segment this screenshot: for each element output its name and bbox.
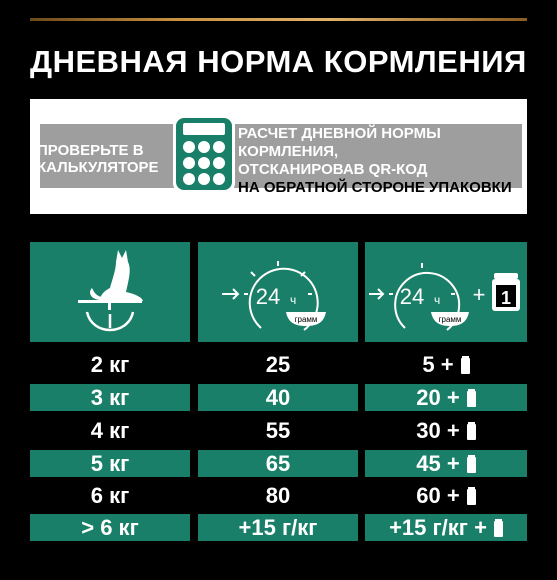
header-cell-dry	[198, 242, 358, 342]
weight-cell: 2 кг	[90, 351, 130, 377]
clock-bowl-plus-pouch-icon	[365, 242, 527, 342]
dry-amount-cell: 80	[265, 482, 291, 508]
dry-amount-cell: 25	[265, 351, 291, 377]
hours-label: 24	[255, 284, 281, 309]
dry-amount-cell: 40	[198, 384, 358, 411]
table-row	[0, 450, 557, 477]
mixed-amount-cell	[365, 351, 527, 378]
weight-cell: 3 кг	[30, 384, 190, 411]
table-row	[0, 482, 557, 509]
clock-bowl-icon	[198, 242, 358, 342]
plus-sign: +	[472, 282, 486, 307]
mixed-amount-text: 60 +	[416, 482, 460, 508]
mixed-amount-text: 30 +	[416, 417, 460, 443]
dry-amount-cell: 65	[198, 450, 358, 477]
dry-amount-cell: +15 г/кг	[198, 514, 358, 541]
mixed-amount-cell	[365, 417, 527, 444]
hours-label-2: 24	[399, 284, 425, 309]
dry-amount-cell: 55	[265, 417, 291, 443]
mixed-amount-text: +15 г/кг +	[389, 514, 487, 540]
gram-label-2: грамм	[438, 315, 462, 324]
table-row	[0, 417, 557, 444]
table-row	[0, 514, 557, 541]
pouch-icon	[467, 424, 476, 440]
mixed-amount-cell	[365, 450, 527, 477]
weight-cell: > 6 кг	[30, 514, 190, 541]
page-title: ДНЕВНАЯ НОРМА КОРМЛЕНИЯ	[30, 44, 527, 79]
banner-left-text: ПРОВЕРЬТЕ В КАЛЬКУЛЯТОРЕ	[37, 142, 159, 176]
weight-cell: 6 кг	[90, 482, 130, 508]
cat-on-scale-icon	[30, 242, 190, 342]
banner-right-line1: РАСЧЕТ ДНЕВНОЙ НОРМЫ КОРМЛЕНИЯ,	[238, 125, 441, 160]
mixed-amount-text: 5 +	[422, 351, 454, 377]
mixed-amount-text: 20 +	[416, 384, 460, 410]
banner-right-text	[238, 125, 528, 197]
mixed-amount-cell	[365, 384, 527, 411]
header-cell-weight	[30, 242, 190, 342]
gold-divider	[30, 18, 527, 21]
table-row	[0, 384, 557, 411]
pouch-icon	[461, 358, 470, 374]
pouch-icon	[467, 457, 476, 473]
weight-cell: 5 кг	[30, 450, 190, 477]
gram-label: грамм	[294, 315, 318, 324]
hours-unit: ч	[290, 293, 297, 307]
pouch-icon	[467, 391, 476, 407]
mixed-amount-cell	[365, 482, 527, 509]
header-cell-mixed	[365, 242, 527, 342]
pouch-number: 1	[500, 288, 512, 308]
table-row	[0, 351, 557, 378]
pouch-icon	[494, 521, 503, 537]
banner-right-line2: ОТСКАНИРОВАВ QR-КОД	[238, 161, 428, 178]
hours-unit-2: ч	[434, 293, 441, 307]
weight-cell: 4 кг	[90, 417, 130, 443]
banner-right-line3: НА ОБРАТНОЙ СТОРОНЕ УПАКОВКИ	[238, 179, 512, 196]
mixed-amount-cell	[365, 514, 527, 541]
calculator-icon	[171, 113, 237, 195]
mixed-amount-text: 45 +	[416, 450, 460, 476]
pouch-icon	[467, 489, 476, 505]
